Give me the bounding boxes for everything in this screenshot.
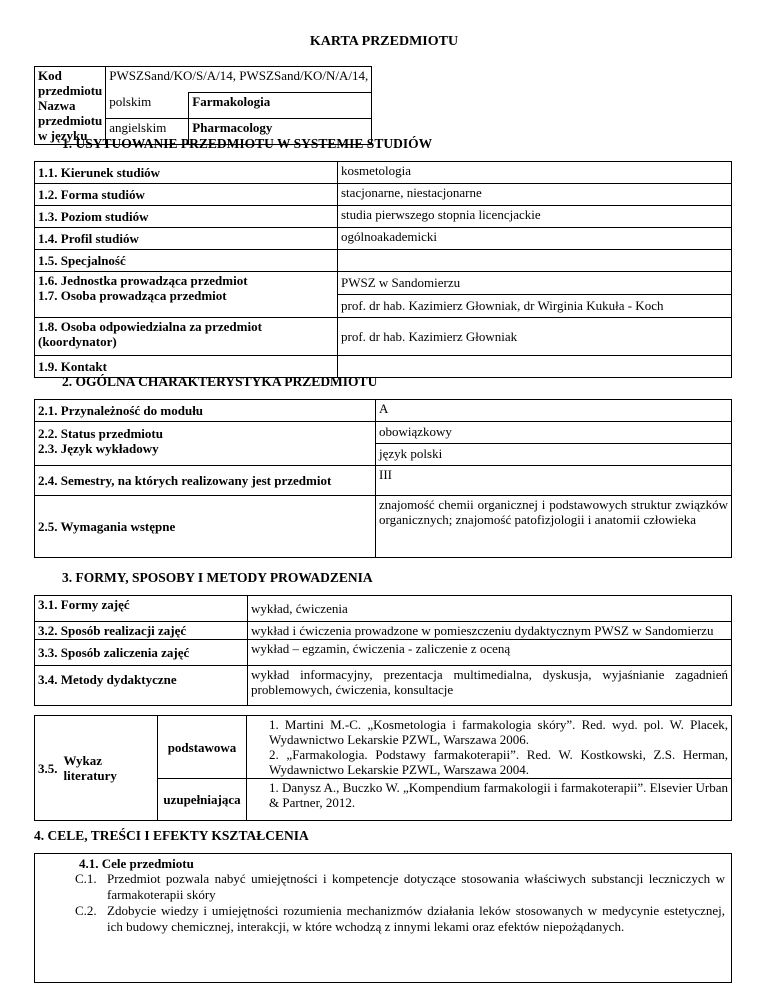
s3-label-cell [35,666,248,706]
s3-value: wykład – egzamin, ćwiczenia - zaliczenie z oceną [248,640,732,666]
s1-value [338,250,732,272]
s1-value: PWSZ w Sandomierzu [338,272,731,295]
s3-value: wykład informacyjny, prezentacja multimedialna, dyskusja, wyjaśnianie zagadnień problemowych, ćwiczenia, konsultacje [248,666,732,706]
lit-extra-list [247,779,732,821]
s3-num: 3.4. [38,672,58,687]
s1-label: 1.9. Kontakt [35,356,338,378]
s1-label: 1.5. Specjalność [35,250,338,272]
goals-box [34,853,732,983]
goal-text: Przedmiot pozwala nabyć umiejętności i kompetencje dotyczące stosowania właściwych substancji leczniczych w farmakoterapii skóry [107,871,725,902]
s1-label: 1.3. Poziom studiów [35,206,338,228]
lit-label-cell [35,716,158,821]
s2-value: obowiązkowy [376,422,731,444]
goals-list [75,871,725,935]
s3-label: Sposób realizacji zajęć [60,623,187,638]
s3-label: Sposób zaliczenia zajęć [60,645,190,660]
literature-table [34,715,732,821]
goal-num: C.2. [75,903,97,918]
s3-value: wykład, ćwiczenia [248,596,732,622]
s1-value: kosmetologia [338,162,732,184]
s2-label: 2.4. Semestry, na których realizowany jest przedmiot [35,466,376,496]
lit-basic-item: 1. Martini M.-C. „Kosmetologia i farmakologia skóry”. Red. wyd. pol. W. Placek, Wydawnictwo Lekarskie PZWL, Warszawa 2006. [269,717,728,747]
s1-label: 1.7. Osoba prowadząca przedmiot [38,288,227,303]
s3-label: Formy zajęć [60,597,130,612]
label-code: Kod przedmiotu [38,68,103,98]
goal-item [75,871,725,903]
lit-extra-label: uzupełniająca [158,779,247,821]
s1-label: 1.6. Jednostka prowadząca przedmiot [38,273,248,288]
s1-value: prof. dr hab. Kazimierz Głowniak [338,318,732,356]
section3-heading: 3. FORMY, SPOSOBY I METODY PROWADZENIA [62,570,373,585]
s3-label-cell [35,596,248,622]
s3-label: Metody dydaktyczne [60,672,177,687]
section2-table [34,399,732,558]
section1-heading: 1. USYTUOWANIE PRZEDMIOTU W SYSTEMIE STUDIÓW [62,136,433,151]
lang-english: angielskim [106,119,189,145]
label-name: Nazwa przedmiotu [38,98,103,128]
s2-value: znajomość chemii organicznej i podstawowych struktur związków organicznych; znajomość patofizjologii i anatomii człowieka [376,496,732,558]
section4-heading: 4. CELE, TREŚCI I EFEKTY KSZTAŁCENIA [34,828,309,843]
lit-num: 3.5. [38,760,58,776]
s1-label: 1.1. Kierunek studiów [35,162,338,184]
header-labels [35,67,106,145]
s2-label: 2.5. Wymagania wstępne [35,496,376,558]
lit-basic-item: 2. „Farmakologia. Podstawy farmakoterapii”. Red. W. Kostkowski, Z.S. Herman, Wydawnictwo Lekarskie PZWL, Warszawa 2004. [269,747,728,777]
lit-extra-item: 1. Danysz A., Buczko W. „Kompendium farmakologii i farmakoterapii”. Elsevier Urban & Partner, 2012. [269,780,728,810]
goal-num: C.1. [75,871,97,886]
s1-value: studia pierwszego stopnia licencjackie [338,206,732,228]
goal-item [75,903,725,935]
s3-num: 3.3. [38,645,58,660]
course-name-en: Pharmacology [189,119,372,145]
course-code: PWSZSand/KO/S/A/14, PWSZSand/KO/N/A/14, [106,67,372,93]
s1-value: stacjonarne, niestacjonarne [338,184,732,206]
s2-value: język polski [379,446,443,461]
goal-text: Zdobycie wiedzy i umiejętności rozumienia mechanizmów działania leków stosowanych w medycynie estetycznej, ich budowy chemicznej, interakcji, w które wchodzą z innymi lekami oraz efektów niepożądanych. [107,903,725,934]
lang-polish: polskim [106,93,189,119]
s3-label-cell [35,622,248,640]
lit-basic-list [247,716,732,779]
s2-value: A [376,400,732,422]
s3-value: wykład i ćwiczenia prowadzone w pomieszczeniu dydaktycznym PWSZ w Sandomierzu [248,622,732,640]
s1-value: ogólnoakademicki [338,228,732,250]
header-table [34,66,372,145]
lit-basic-label: podstawowa [158,716,247,779]
s1-label: 1.2. Forma studiów [35,184,338,206]
s3-num: 3.2. [38,623,58,638]
page-title: KARTA PRZEDMIOTU [309,34,459,49]
lit-label: Wykaz literatury [63,753,117,783]
s1-value: prof. dr hab. Kazimierz Głowniak, dr Wirginia Kukuła - Koch [341,298,664,313]
s2-value-pair [376,422,732,466]
s2-value: III [376,466,732,496]
s1-label: 1.4. Profil studiów [35,228,338,250]
s3-label-cell [35,640,248,666]
s2-label-pair [35,422,376,466]
s2-label: 2.2. Status przedmiotu [38,426,163,441]
section3-table [34,595,732,706]
s1-label: 1.8. Osoba odpowiedzialna za przedmiot (koordynator) [35,318,338,356]
label-lang: w języku [38,128,88,143]
section1-table [34,161,732,378]
s1-value-pair [338,272,732,318]
goals-subheading: 4.1. Cele przedmiotu [79,856,194,871]
s1-value [338,356,732,378]
s2-label: 2.1. Przynależność do modułu [35,400,376,422]
s1-label-pair [35,272,338,318]
course-name-pl: Farmakologia [189,93,372,119]
s2-label: 2.3. Język wykładowy [38,441,159,456]
s3-num: 3.1. [38,597,58,612]
section2-heading: 2. OGÓLNA CHARAKTERYSTYKA PRZEDMIOTU [62,374,378,389]
